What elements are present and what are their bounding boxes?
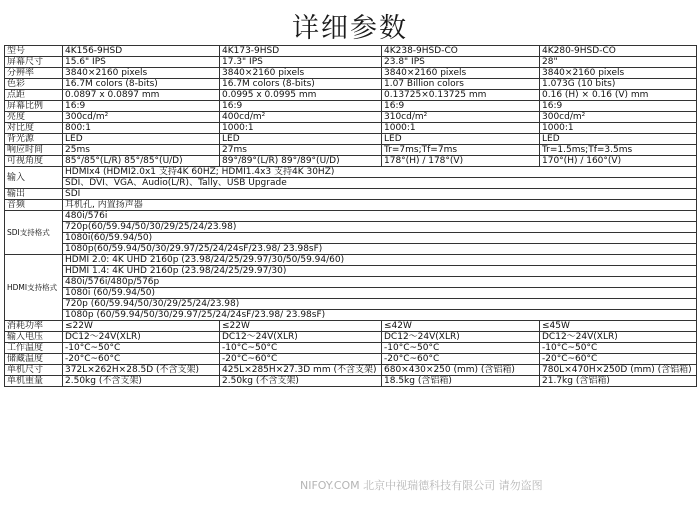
cell-value: 16.7M colors (8-bits) bbox=[220, 79, 382, 90]
cell-value: 170°(H) / 160°(V) bbox=[540, 156, 697, 167]
cell-value: ≤45W bbox=[540, 321, 697, 332]
table-row bbox=[5, 376, 697, 387]
cell-value: 89°/89°(L/R) 89°/89°(U/D) bbox=[220, 156, 382, 167]
cell-value: 1000:1 bbox=[220, 123, 382, 134]
row-label: 单机重量 bbox=[5, 376, 63, 387]
row-label: 响应时间 bbox=[5, 145, 63, 156]
cell-value: 0.0897 x 0.0897 mm bbox=[63, 90, 220, 101]
cell-value: -10°C~50°C bbox=[220, 343, 382, 354]
cell-value: 3840×2160 pixels bbox=[63, 68, 220, 79]
row-label: 单机尺寸 bbox=[5, 365, 63, 376]
cell-value: 1080p (60/59.94/50/30/29.97/25/24/24sF/23.98/ 23.98sF) bbox=[63, 310, 697, 321]
row-label: 点距 bbox=[5, 90, 63, 101]
row-label: 对比度 bbox=[5, 123, 63, 134]
cell-value: 16:9 bbox=[540, 101, 697, 112]
cell-value: DC12～24V(XLR) bbox=[382, 332, 540, 343]
row-label: 输出 bbox=[5, 189, 63, 200]
table-row bbox=[5, 343, 697, 354]
row-label: 亮度 bbox=[5, 112, 63, 123]
table-row bbox=[5, 46, 697, 57]
table-row bbox=[5, 288, 697, 299]
cell-value: 28" bbox=[540, 57, 697, 68]
page-title: 详细参数 bbox=[292, 13, 408, 44]
cell-value: DC12～24V(XLR) bbox=[220, 332, 382, 343]
row-label: 音频 bbox=[5, 200, 63, 211]
row-label: SDI支持格式 bbox=[5, 211, 63, 255]
table-row bbox=[5, 354, 697, 365]
cell-value: 425L×285H×27.3D mm (不含支架) bbox=[220, 365, 382, 376]
cell-value: 300cd/m² bbox=[540, 112, 697, 123]
cell-value: 178°(H) / 178°(V) bbox=[382, 156, 540, 167]
cell-value: SDI、DVI、VGA、Audio(L/R)、Tally、USB Upgrade bbox=[63, 178, 697, 189]
table-row bbox=[5, 134, 697, 145]
model-name: 4K156-9HSD bbox=[63, 46, 220, 57]
cell-value: 1080i(60/59.94/50) bbox=[63, 233, 697, 244]
model-name: 4K280-9HSD-CO bbox=[540, 46, 697, 57]
cell-value: 1000:1 bbox=[540, 123, 697, 134]
row-label: 屏幕尺寸 bbox=[5, 57, 63, 68]
cell-value: -20°C~60°C bbox=[540, 354, 697, 365]
cell-value: 3840×2160 pixels bbox=[220, 68, 382, 79]
row-label: 储藏温度 bbox=[5, 354, 63, 365]
cell-value: 2.50kg (不含支架) bbox=[220, 376, 382, 387]
table-row bbox=[5, 178, 697, 189]
cell-value: 耳机孔, 内置扬声器 bbox=[63, 200, 697, 211]
cell-value: DC12～24V(XLR) bbox=[540, 332, 697, 343]
table-row bbox=[5, 222, 697, 233]
cell-value: ≤42W bbox=[382, 321, 540, 332]
cell-value: -20°C~60°C bbox=[63, 354, 220, 365]
cell-value: 1080i (60/59.94/50) bbox=[63, 288, 697, 299]
cell-value: 15.6" IPS bbox=[63, 57, 220, 68]
model-name: 4K238-9HSD-CO bbox=[382, 46, 540, 57]
table-row bbox=[5, 299, 697, 310]
table-row bbox=[5, 266, 697, 277]
cell-value: 16:9 bbox=[63, 101, 220, 112]
table-row bbox=[5, 277, 697, 288]
cell-value: 16.7M colors (8-bits) bbox=[63, 79, 220, 90]
cell-value: Tr=7ms;Tf=7ms bbox=[382, 145, 540, 156]
row-label: 工作温度 bbox=[5, 343, 63, 354]
cell-value: HDMIx4 (HDMI2.0x1 支持4K 60HZ; HDMI1.4x3 支持4K 30HZ) bbox=[63, 167, 697, 178]
table-row bbox=[5, 321, 697, 332]
cell-value: -20°C~60°C bbox=[382, 354, 540, 365]
cell-value: 23.8" IPS bbox=[382, 57, 540, 68]
cell-value: -10°C~50°C bbox=[540, 343, 697, 354]
table-row bbox=[5, 79, 697, 90]
row-label: 分辨率 bbox=[5, 68, 63, 79]
table-row bbox=[5, 101, 697, 112]
cell-value: 1000:1 bbox=[382, 123, 540, 134]
table-row bbox=[5, 145, 697, 156]
row-label: HDMI支持格式 bbox=[5, 255, 63, 321]
table-row bbox=[5, 57, 697, 68]
table-row bbox=[5, 233, 697, 244]
row-label: 输入电压 bbox=[5, 332, 63, 343]
table-row bbox=[5, 189, 697, 200]
cell-value: -10°C~50°C bbox=[382, 343, 540, 354]
table-row bbox=[5, 211, 697, 222]
cell-value: 480i/576i/480p/576p bbox=[63, 277, 697, 288]
cell-value: ≤22W bbox=[220, 321, 382, 332]
cell-value: 720p(60/59.94/50/30/29/25/24/23.98) bbox=[63, 222, 697, 233]
cell-value: 0.0995 x 0.0995 mm bbox=[220, 90, 382, 101]
cell-value: 18.5kg (含铝箱) bbox=[382, 376, 540, 387]
cell-value: 16:9 bbox=[220, 101, 382, 112]
table-row bbox=[5, 332, 697, 343]
cell-value: 0.16 (H) × 0.16 (V) mm bbox=[540, 90, 697, 101]
cell-value: 1.07 Billion colors bbox=[382, 79, 540, 90]
cell-value: -10°C~50°C bbox=[63, 343, 220, 354]
cell-value: DC12～24V(XLR) bbox=[63, 332, 220, 343]
cell-value: 16:9 bbox=[382, 101, 540, 112]
watermark-text: NIFOY.COM 北京中视瑞德科技有限公司 请勿盗图 bbox=[300, 479, 543, 492]
cell-value: 780L×470H×250D (mm) (含铝箱) bbox=[540, 365, 697, 376]
cell-value: 0.13725×0.13725 mm bbox=[382, 90, 540, 101]
spec-table bbox=[4, 45, 697, 387]
cell-value: 21.7kg (含铝箱) bbox=[540, 376, 697, 387]
row-label: 可视角度 bbox=[5, 156, 63, 167]
model-name: 4K173-9HSD bbox=[220, 46, 382, 57]
cell-value: LED bbox=[540, 134, 697, 145]
table-row bbox=[5, 244, 697, 255]
table-row bbox=[5, 167, 697, 178]
row-label: 色彩 bbox=[5, 79, 63, 90]
row-label: 屏幕比例 bbox=[5, 101, 63, 112]
cell-value: 3840×2160 pixels bbox=[540, 68, 697, 79]
cell-value: HDMI 2.0: 4K UHD 2160p (23.98/24/25/29.97/30/50/59.94/60) bbox=[63, 255, 697, 266]
cell-value: 25ms bbox=[63, 145, 220, 156]
cell-value: 3840×2160 pixels bbox=[382, 68, 540, 79]
cell-value: 85°/85°(L/R) 85°/85°(U/D) bbox=[63, 156, 220, 167]
cell-value: 27ms bbox=[220, 145, 382, 156]
cell-value: SDI bbox=[63, 189, 697, 200]
table-row bbox=[5, 123, 697, 134]
row-label: 消耗功率 bbox=[5, 321, 63, 332]
cell-value: 1.073G (10 bits) bbox=[540, 79, 697, 90]
cell-value: 372L×262H×28.5D (不含支架) bbox=[63, 365, 220, 376]
table-row bbox=[5, 255, 697, 266]
row-label: 型号 bbox=[5, 46, 63, 57]
cell-value: 680×430×250 (mm) (含铝箱) bbox=[382, 365, 540, 376]
table-row bbox=[5, 156, 697, 167]
cell-value: 2.50kg (不含支架) bbox=[63, 376, 220, 387]
cell-value: HDMI 1.4: 4K UHD 2160p (23.98/24/25/29.97/30) bbox=[63, 266, 697, 277]
row-label: 输入 bbox=[5, 167, 63, 189]
cell-value: 1080p(60/59.94/50/30/29.97/25/24/24sF/23.98/ 23.98sF) bbox=[63, 244, 697, 255]
cell-value: 720p (60/59.94/50/30/29/25/24/23.98) bbox=[63, 299, 697, 310]
table-row bbox=[5, 200, 697, 211]
cell-value: ≤22W bbox=[63, 321, 220, 332]
cell-value: -20°C~60°C bbox=[220, 354, 382, 365]
cell-value: 800:1 bbox=[63, 123, 220, 134]
cell-value: LED bbox=[63, 134, 220, 145]
table-row bbox=[5, 365, 697, 376]
table-row bbox=[5, 310, 697, 321]
table-row bbox=[5, 90, 697, 101]
cell-value: Tr=1.5ms;Tf=3.5ms bbox=[540, 145, 697, 156]
cell-value: LED bbox=[382, 134, 540, 145]
cell-value: 17.3" IPS bbox=[220, 57, 382, 68]
cell-value: 310cd/m² bbox=[382, 112, 540, 123]
cell-value: LED bbox=[220, 134, 382, 145]
cell-value: 300cd/m² bbox=[63, 112, 220, 123]
table-row bbox=[5, 112, 697, 123]
row-label: 背光源 bbox=[5, 134, 63, 145]
table-row bbox=[5, 68, 697, 79]
cell-value: 400cd/m² bbox=[220, 112, 382, 123]
cell-value: 480i/576i bbox=[63, 211, 697, 222]
